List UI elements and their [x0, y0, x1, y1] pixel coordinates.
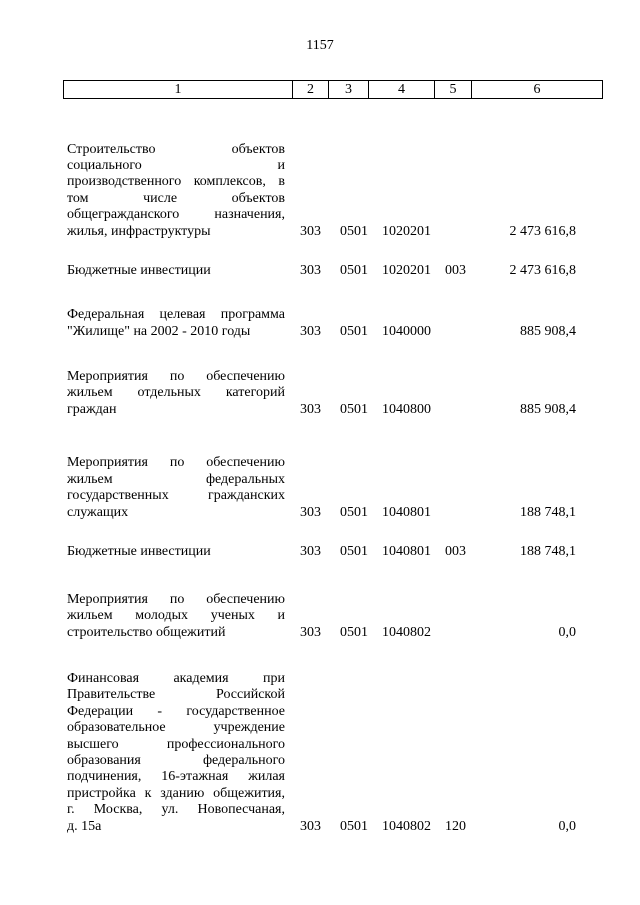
header-col-3: 3 [329, 81, 369, 98]
page-number: 1157 [306, 38, 334, 53]
description-line: строительство общежитий [67, 624, 226, 640]
description-line: Федерации - государственное [67, 703, 285, 719]
col-4-cell: 1040801 [382, 504, 431, 520]
description-line: жильем отдельных категорий [67, 385, 285, 401]
table-row [0, 369, 640, 418]
description-line: высшего профессионального [67, 736, 285, 752]
col-3-cell: 0501 [340, 543, 368, 559]
table-row [0, 263, 640, 279]
description-line: жилья, инфраструктуры [67, 223, 211, 239]
col-6-cell: 885 908,4 [520, 323, 576, 339]
col-2-cell: 303 [300, 504, 321, 520]
description-line: служащих [67, 504, 129, 520]
table-row [0, 307, 640, 340]
description-line: образования федерального [67, 752, 285, 768]
col-2-cell: 303 [300, 262, 321, 278]
col-2-cell: 303 [300, 401, 321, 417]
description-line: жильем федеральных [67, 471, 285, 487]
col-4-cell: 1020201 [382, 262, 431, 278]
col-2-cell: 303 [300, 543, 321, 559]
col-4-cell: 1040000 [382, 323, 431, 339]
table-header [63, 80, 603, 99]
description-line: Бюджетные инвестиции [67, 262, 211, 278]
row-description [67, 592, 285, 641]
description-line: Строительство объектов [67, 141, 285, 157]
description-line: Мероприятия по обеспечению [67, 368, 285, 384]
description-line: государственных гражданских [67, 488, 285, 504]
col-4-cell: 1040802 [382, 818, 431, 834]
description-line: Бюджетные инвестиции [67, 543, 211, 559]
header-col-2: 2 [293, 81, 329, 98]
header-col-1: 1 [64, 81, 293, 98]
description-line: подчинения, 16-этажная жилая [67, 769, 285, 785]
row-description [67, 455, 285, 521]
col-6-cell: 2 473 616,8 [509, 223, 576, 239]
col-3-cell: 0501 [340, 504, 368, 520]
col-6-cell: 2 473 616,8 [509, 262, 576, 278]
row-description [67, 307, 285, 340]
row-description [67, 263, 285, 279]
col-3-cell: 0501 [340, 323, 368, 339]
col-4-cell: 1040802 [382, 624, 431, 640]
description-line: жильем молодых ученых и [67, 608, 285, 624]
col-4-cell: 1020201 [382, 223, 431, 239]
row-description [67, 671, 285, 835]
col-6-cell: 885 908,4 [520, 401, 576, 417]
description-line: общегражданского назначения, [67, 207, 285, 223]
col-3-cell: 0501 [340, 262, 368, 278]
description-line: Федеральная целевая программа [67, 307, 285, 323]
row-description [67, 142, 285, 240]
col-6-cell: 0,0 [558, 624, 576, 640]
col-3-cell: 0501 [340, 223, 368, 239]
col-2-cell: 303 [300, 323, 321, 339]
col-3-cell: 0501 [340, 818, 368, 834]
table-row [0, 544, 640, 560]
col-6-cell: 188 748,1 [520, 504, 576, 520]
description-line: Мероприятия по обеспечению [67, 455, 285, 471]
description-line: производственного комплексов, в [67, 174, 285, 190]
col-4-cell: 1040800 [382, 401, 431, 417]
col-6-cell: 188 748,1 [520, 543, 576, 559]
description-line: социального и [67, 157, 285, 173]
row-description [67, 544, 285, 560]
description-line: г. Москва, ул. Новопесчаная, [67, 802, 285, 818]
header-col-4: 4 [369, 81, 435, 98]
col-5-cell: 120 [445, 818, 466, 834]
description-line: том числе объектов [67, 190, 285, 206]
description-line: Мероприятия по обеспечению [67, 591, 285, 607]
description-line: пристройка к зданию общежития, [67, 785, 285, 801]
col-3-cell: 0501 [340, 401, 368, 417]
table-row [0, 671, 640, 835]
description-line: "Жилище" на 2002 - 2010 годы [67, 323, 251, 339]
table-row [0, 592, 640, 641]
col-2-cell: 303 [300, 818, 321, 834]
header-col-5: 5 [435, 81, 472, 98]
description-line: Правительстве Российской [67, 687, 285, 703]
col-2-cell: 303 [300, 624, 321, 640]
table-row [0, 455, 640, 521]
description-line: Финансовая академия при [67, 671, 285, 686]
table-row [0, 142, 640, 240]
col-3-cell: 0501 [340, 624, 368, 640]
col-4-cell: 1040801 [382, 543, 431, 559]
row-description [67, 369, 285, 418]
col-5-cell: 003 [445, 262, 466, 278]
description-line: д. 15а [67, 818, 102, 834]
col-6-cell: 0,0 [558, 818, 576, 834]
description-line: образовательное учреждение [67, 720, 285, 736]
col-5-cell: 003 [445, 543, 466, 559]
header-col-6: 6 [533, 82, 541, 97]
description-line: граждан [67, 401, 117, 417]
col-2-cell: 303 [300, 223, 321, 239]
